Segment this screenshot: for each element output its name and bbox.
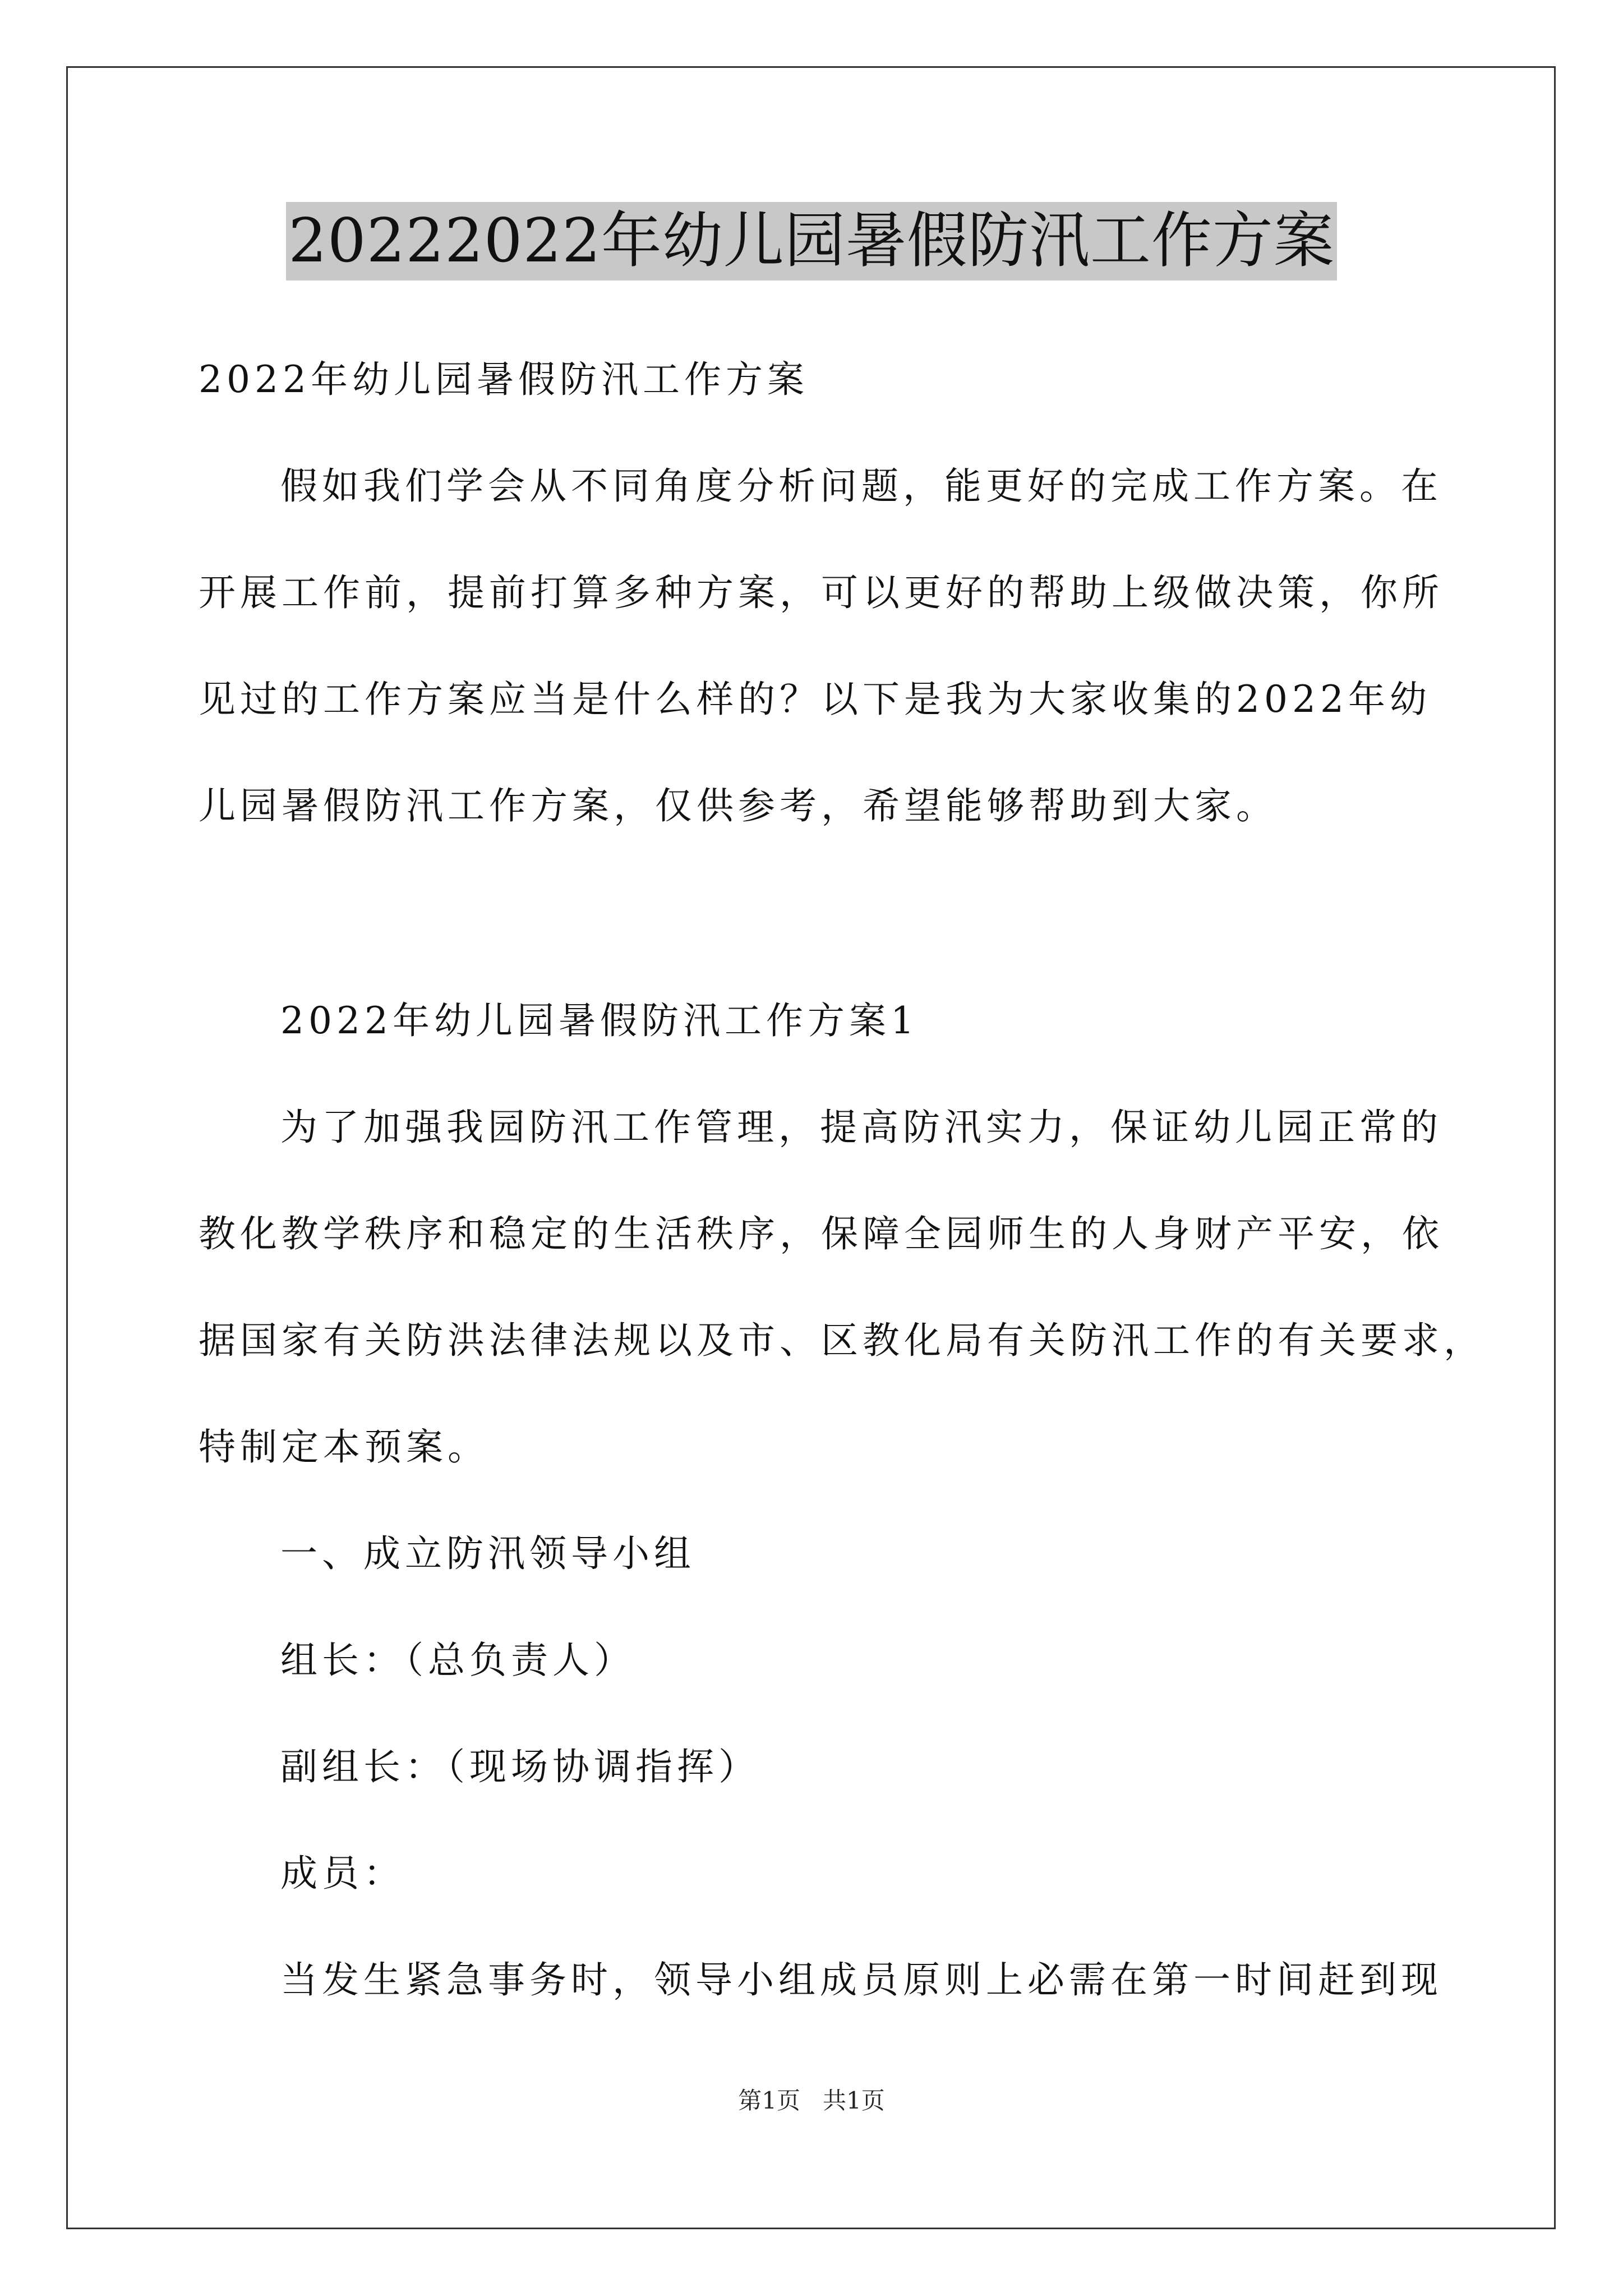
intro-line-1: 假如我们学会从不同角度分析问题，能更好的完成工作方案。在	[280, 464, 1442, 508]
document-subtitle: 2022年幼儿园暑假防汛工作方案	[199, 358, 809, 401]
body-line-2: 教化教学秩序和稳定的生活秩序，保障全园师生的人身财产平安，依	[199, 1212, 1444, 1255]
intro-line-2: 开展工作前，提前打算多种方案，可以更好的帮助上级做决策，你所	[199, 571, 1444, 614]
members-line: 成员：	[280, 1852, 405, 1895]
intro-line-3: 见过的工作方案应当是什么样的？以下是我为大家收集的2022年幼	[199, 678, 1431, 721]
document-title: 20222022年幼儿园暑假防汛工作方案	[286, 202, 1337, 280]
body-line-4: 特制定本预案。	[199, 1425, 489, 1469]
body-line-1: 为了加强我园防汛工作管理，提高防汛实力，保证幼儿园正常的	[280, 1106, 1442, 1149]
body-line-3: 据国家有关防洪法律法规以及市、区教化局有关防汛工作的有关要求，	[199, 1319, 1485, 1362]
item-heading: 一、成立防汛领导小组	[280, 1532, 695, 1575]
intro-line-4: 儿园暑假防汛工作方案，仅供参考，希望能够帮助到大家。	[199, 784, 1278, 827]
leader-line: 组长：（总负责人）	[280, 1639, 635, 1682]
deputy-leader-line: 副组长：（现场协调指挥）	[280, 1745, 760, 1788]
page-footer: 第1页 共1页	[738, 2087, 885, 2114]
emergency-line: 当发生紧急事务时，领导小组成员原则上必需在第一时间赶到现	[280, 1958, 1442, 2001]
title-container	[0, 202, 1623, 280]
section-heading: 2022年幼儿园暑假防汛工作方案1	[280, 999, 919, 1042]
